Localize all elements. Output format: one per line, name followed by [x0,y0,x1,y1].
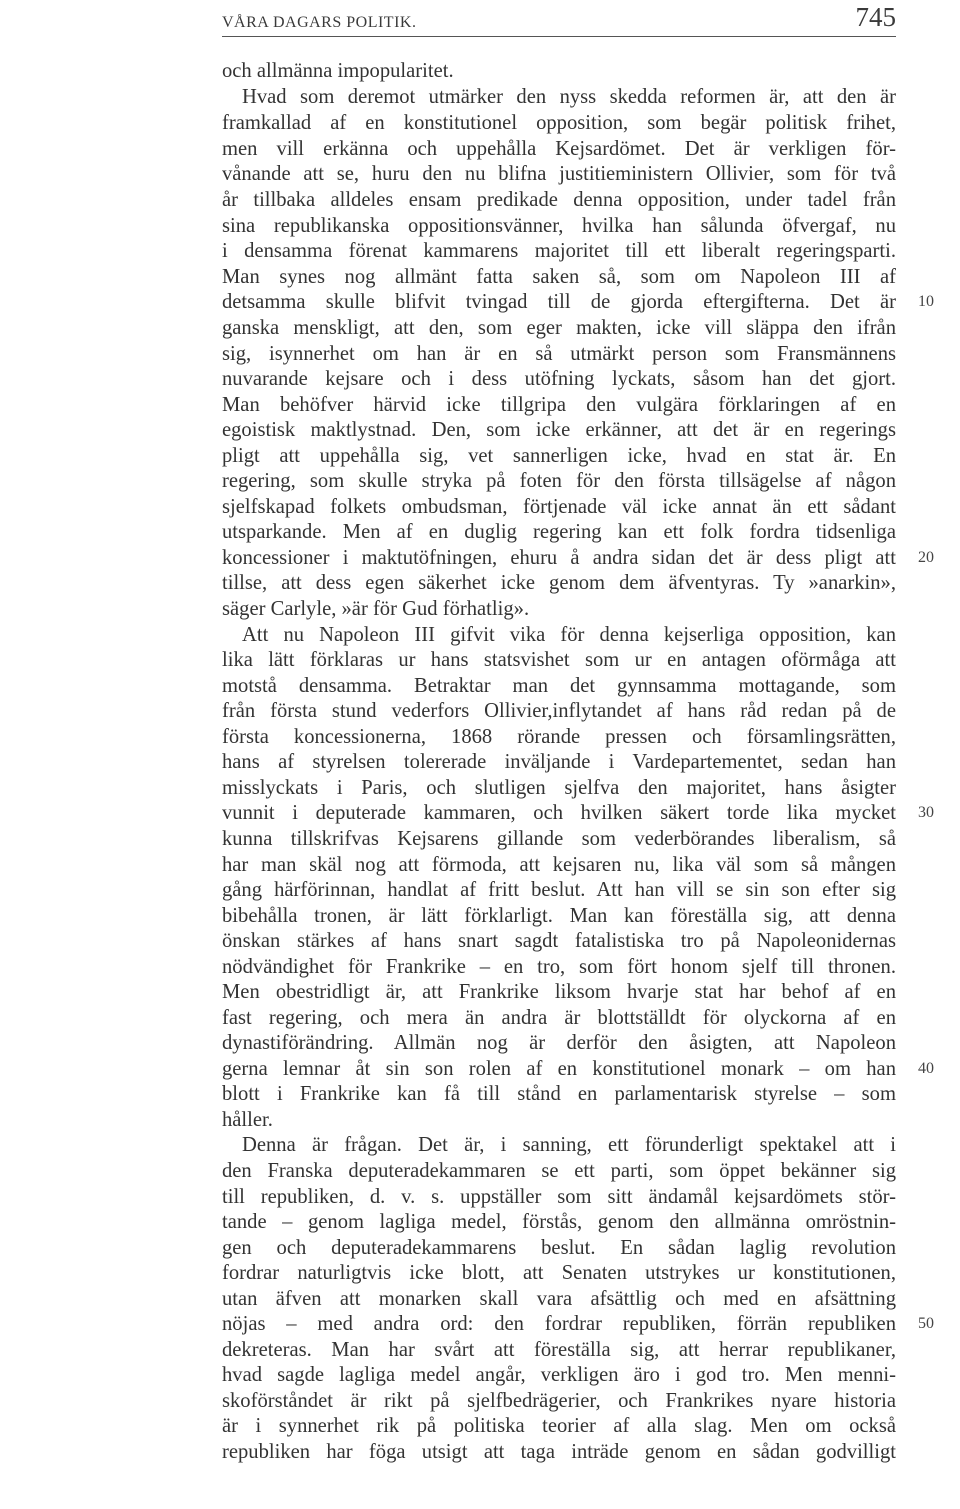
text-line: nuvarande kejsare och i dess utöfning lyckats, såsom han det gjort. [222,368,896,390]
text-line: fast regering, och mera än andra är blottställdt för olyckorna af en [222,1007,896,1029]
text-line: gång härförinnan, handlat af fritt beslut. Att han vill se sin son efter sig [222,879,896,901]
text-line: tillse, att dess egen säkerhet icke genom dem äfventyras. Ty »anarkin», [222,572,896,594]
text-line: vånande att se, huru den nu blifna justitieministern Ollivier, som för två [222,163,896,185]
text-line: motstå densamma. Betraktar man det gynnsamma mottagande, som [222,675,896,697]
line-number: 30 [918,804,934,821]
text-line: dynastiförändring. Allmän nog är derför den åsigten, att Napoleon [222,1032,896,1054]
text-line: säger Carlyle, »är för Gud förhatlig». [222,598,530,620]
text-line: år tillbaka alldeles ensam predikade denna opposition, under tadel från [222,189,896,211]
line-number: 40 [918,1060,934,1077]
text-line: hans af styrelsen tolererade inväljande i Vardepartementet, sedan han [222,751,896,773]
text-line: regering, som skulle stryka på foten för den första tillsägelse af någon [222,470,896,492]
text-line: hvad sagde lagliga medel angår, verkligen äro i god tro. Men menni- [222,1364,896,1386]
text-line: egoistisk maktlystnad. Den, som icke erkänner, att det är en regerings [222,419,896,441]
text-line: gerna lemnar åt sin son rolen af en konstitutionel monark – om han [222,1058,896,1080]
text-line: utsparkande. Men af en duglig regering kan ett folk fordra tidsenliga [222,521,896,543]
text-line: misslyckats i Paris, och slutligen sjelfva den majoritet, hans åsigter [222,777,896,799]
text-line: blott i Frankrike kan få till stånd en parlamentarisk styrelse – som [222,1083,896,1105]
text-line: Man synes nog allmänt fatta saken så, som om Napoleon III af [222,266,896,288]
text-line: i densamma förenat kammarens majoritet till ett liberalt regeringsparti. [222,240,896,262]
text-line: Att nu Napoleon III gifvit vika för denna kejserliga opposition, kan [242,624,896,646]
text-line: lika lätt förklaras ur hans statsvishet som ur en antagen oförmåga att [222,649,896,671]
line-number: 10 [918,293,934,310]
text-line: men vill erkänna och uppehålla Kejsardömet. Det är verkligen för- [222,138,896,160]
text-line [222,1464,896,1490]
text-line: Men obestridligt är, att Frankrike liksom hvarje stat har behof af en [222,981,896,1003]
page-header [222,2,896,37]
text-line: pligt att uppehålla sig, vet sannerligen icke, hvad en stat är. En [222,445,896,467]
text-line: Denna är frågan. Det är, i sanning, ett förunderligt spektakel att i [242,1134,896,1156]
text-line: Man behöfver härvid icke tillgripa den vulgära förklaringen af en [222,394,896,416]
text-line: sig, isynnerhet om han är en så utmärkt person som Fransmännens [222,343,896,365]
text-line: gen och deputeradekammarens beslut. En sådan laglig revolution [222,1237,896,1259]
text-line: vunnit i deputerade kammaren, och hvilken säkert torde lika mycket [222,802,896,824]
text-line: den Franska deputeradekammaren se ett parti, som öppet bekänner sig [222,1160,896,1182]
running-head: VÅRA DAGARS POLITIK. [222,14,417,31]
line-number: 20 [918,549,934,566]
page-number: 745 [855,2,896,32]
text-line: fordrar naturligtvis icke blott, att Senaten utstrykes ur konstitutionen, [222,1262,896,1284]
text-line: är i synnerhet rik på politiska teorier af alla slag. Men om också [222,1415,896,1437]
text-line: kunna tillskrifvas Kejsarens gillande som vederbörandes liberalism, så [222,828,896,850]
text-line: utan äfven att monarken skall vara afsättlig och med en afsättning [222,1288,896,1310]
text-line: från första stund vederfors Ollivier,inflytandet af hans råd redan på de [222,700,896,722]
text-line: nödvändighet för Frankrike – en tro, som fört honom sjelf till thronen. [222,956,896,978]
text-line: önskan stärkes af hans snart sagdt fatalistiska tro på Napoleonidernas [222,930,896,952]
text-line: nöjas – med andra ord: den fordrar republiken, förrän republiken [222,1313,896,1335]
text-line: till republiken, d. v. s. uppställer som sitt ändamål kejsardömets stör- [222,1186,896,1208]
text-line: sjelfskapad folkets ombudsman, förtjenade väl icke annat än ett sådant [222,496,896,518]
text-line: detsamma skulle blifvit tvingad till de gjorda eftergifterna. Det är [222,291,896,313]
text-line: tande – genom lagliga medel, förstås, genom den allmänna omröstnin- [222,1211,896,1233]
text-line: bibehålla tronen, är lätt förklarligt. Man kan föreställa sig, att denna [222,905,896,927]
text-line: Hvad som deremot utmärker den nyss skedda reformen är, att den är [242,86,896,108]
text-line: skoförståndet är rikt på sjelfbedrägerier, och Frankrikes nyare historia [222,1390,896,1412]
text-line: koncessioner i maktutöfningen, ehuru å andra sidan det är dess pligt att [222,547,896,569]
text-line: sina republikanska oppositionsvänner, hvilka han sålunda öfvergaf, nu [222,215,896,237]
line-number: 50 [918,1315,934,1332]
text-line: framkallad af en konstitutionel opposition, som begär politisk frihet, [222,112,896,134]
text-line: håller. [222,1109,273,1131]
text-line: dekreteras. Man har svårt att föreställa sig, att herrar republikaner, [222,1339,896,1361]
text-line: och allmänna impopularitet. [222,60,454,82]
text-line: republiken har föga utsigt att taga inträde genom en sådan godvilligt [222,1441,896,1463]
text-line: ganska menskligt, att den, som eger makten, icke vill släppa den ifrån [222,317,896,339]
text-line: första koncessionerna, 1868 rörande pressen och församlingsrätten, [222,726,896,748]
text-line: har man skäl nog att förmoda, att kejsaren nu, lika väl som så mången [222,854,896,876]
